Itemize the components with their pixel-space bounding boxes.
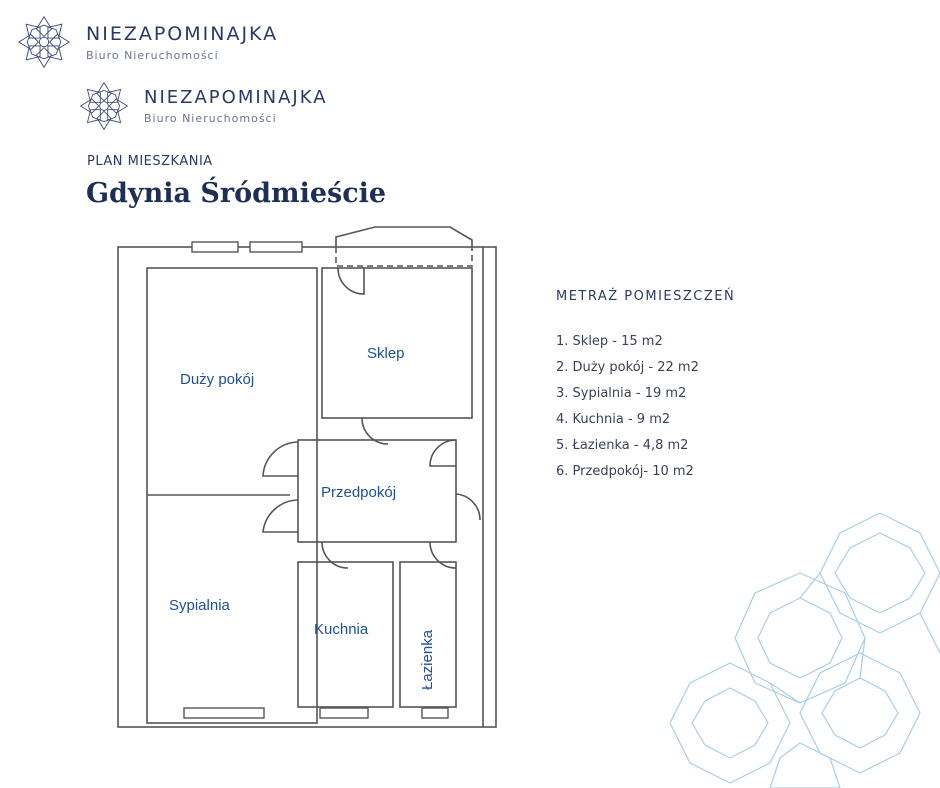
bay-window (336, 227, 472, 247)
window (320, 708, 368, 718)
room-label-duzy-pokoj: Duży pokój (180, 371, 255, 388)
plan-overline: PLAN MIESZKANIA (87, 154, 213, 169)
areas-heading: METRAŻ POMIESZCZEŃ (556, 289, 736, 304)
list-item: 3. Sypialnia - 19 m2 (556, 386, 687, 401)
list-item: 1. Sklep - 15 m2 (556, 334, 663, 349)
brand-name: NIEZAPOMINAJKA (144, 87, 328, 108)
door-arc (322, 542, 348, 568)
door-arc (430, 440, 456, 466)
mandala-logo-icon (78, 80, 130, 132)
door-arc (456, 494, 480, 520)
mandala-logo-icon (16, 14, 72, 70)
areas-list (556, 332, 699, 488)
window (422, 708, 448, 718)
window (184, 708, 264, 718)
list-item: 2. Duży pokój - 22 m2 (556, 360, 699, 375)
room-label-sklep: Sklep (367, 345, 405, 362)
door-arc (430, 542, 456, 568)
room-label-lazienka: Łazienka (419, 629, 436, 690)
door-arc (263, 442, 298, 476)
window (192, 242, 238, 252)
brand-logo-top (16, 14, 278, 70)
brand-name: NIEZAPOMINAJKA (86, 22, 279, 45)
door-arc (338, 268, 364, 294)
door-arc (263, 500, 298, 532)
list-item: 5. Łazienka - 4,8 m2 (556, 438, 689, 453)
room-label-przedpokoj: Przedpokój (321, 484, 397, 501)
list-item: 6. Przedpokój- 10 m2 (556, 464, 694, 479)
floor-plan (100, 222, 510, 732)
room-sklep (322, 268, 472, 418)
brand-tagline: Biuro Nieruchomości (86, 48, 219, 62)
decorative-pattern-icon (670, 513, 940, 788)
page-title: Gdynia Śródmieście (86, 178, 387, 209)
room-label-kuchnia: Kuchnia (314, 621, 369, 638)
outer-wall (118, 247, 496, 727)
room-label-sypialnia: Sypialnia (169, 597, 230, 614)
list-item: 4. Kuchnia - 9 m2 (556, 412, 671, 427)
brand-tagline: Biuro Nieruchomości (144, 112, 277, 125)
brand-logo (78, 80, 328, 132)
window (250, 242, 302, 252)
